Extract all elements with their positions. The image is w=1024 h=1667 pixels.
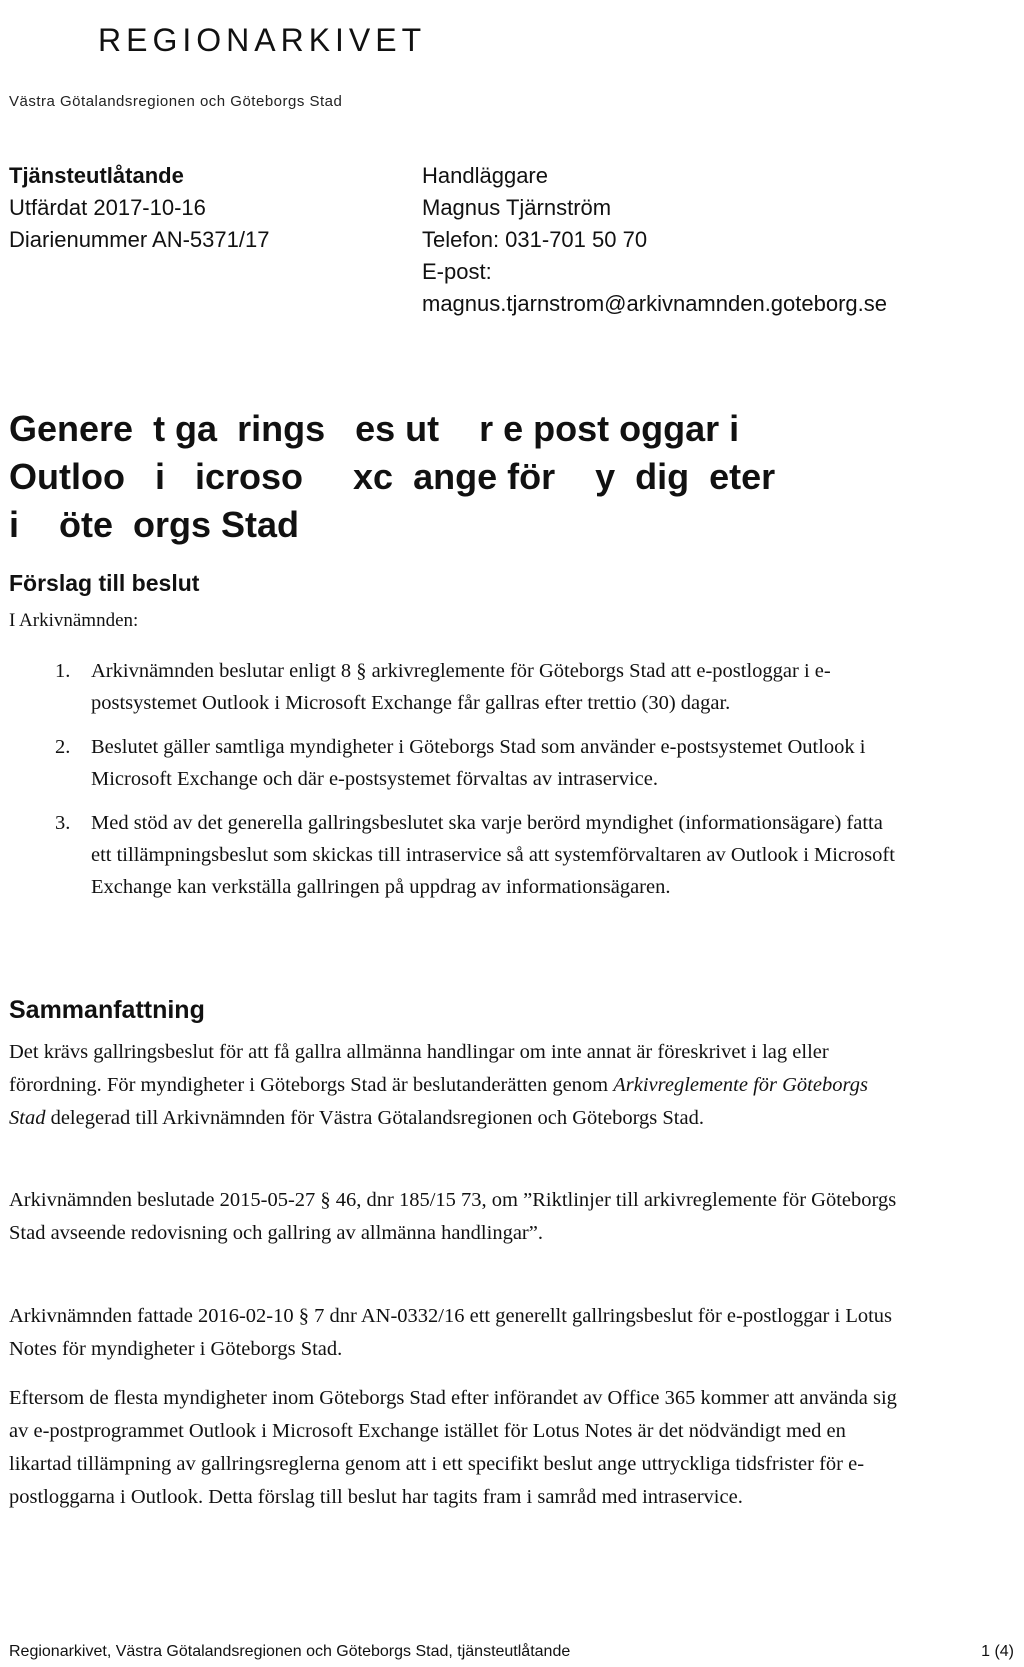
proposal-intro: I Arkivnämnden:: [9, 610, 139, 631]
summary-text: Det krävs gallringsbeslut för att få gallra allmänna handlingar om inte annat är föreskrivet i lag eller förordning. För myndigheter i Göteborgs Stad är beslutanderätten genom: [9, 1041, 829, 1096]
handler-email[interactable]: magnus.tjarnstrom@arkivnamnden.goteborg.se: [422, 291, 888, 316]
email-label: E-post:: [422, 259, 492, 284]
summary-text: delegerad till Arkivnämnden för Västra Götalandsregionen och Göteborgs Stad.: [45, 1107, 704, 1129]
handler-name: Magnus Tjärnström: [422, 195, 612, 220]
document-meta: [9, 160, 269, 256]
title-line: Outloo i icroso xc ange för y dig eter: [9, 456, 776, 497]
issued-date: Utfärdat 2017-10-16: [9, 195, 206, 220]
list-item: [55, 807, 905, 903]
logo: REGIONARKIVET: [98, 22, 427, 58]
list-text: Med stöd av det generella gallringsbeslutet ska varje berörd myndighet (informationsägare) fatta ett tillämpningsbeslut som skickas till intraservice så att systemförvaltaren av Outlook i Microsoft Exchange kan verkställa gallringen på uppdrag av informationsägaren.: [91, 812, 895, 898]
footer-text: Regionarkivet, Västra Götalandsregionen och Göteborgs Stad, tjänsteutlåtande: [9, 1643, 571, 1660]
list-text: Beslutet gäller samtliga myndigheter i Göteborgs Stad som använder e-postsystemet Outlook i Microsoft Exchange och där e-postsystemet förvaltas av intraservice.: [91, 736, 866, 790]
summary-paragraph: Arkivnämnden beslutade 2015-05-27 § 46, dnr 185/15 73, om ”Riktlinjer till arkivreglemente för Göteborgs Stad avseende redovisning och gallring av allmänna handlingar”.: [9, 1189, 897, 1244]
page-number: 1 (4): [981, 1643, 1014, 1660]
list-item: [55, 731, 905, 795]
list-item: [55, 655, 905, 719]
title-line: i öte orgs Stad: [9, 504, 300, 545]
summary-paragraph: Arkivnämnden fattade 2016-02-10 § 7 dnr AN-0332/16 ett generellt gallringsbeslut för e-postloggar i Lotus Notes för myndigheter i Göteborgs Stad.: [9, 1305, 893, 1360]
handler-phone: Telefon: 031-701 50 70: [422, 227, 648, 252]
list-number: 1.: [55, 660, 71, 682]
diary-number: Diarienummer AN-5371/17: [9, 227, 270, 252]
handler-label: Handläggare: [422, 163, 548, 188]
list-number: 3.: [55, 812, 71, 834]
organization-name: Västra Götalandsregionen och Göteborgs Stad: [9, 93, 343, 110]
summary-paragraph: Eftersom de flesta myndigheter inom Göteborgs Stad efter införandet av Office 365 kommer att använda sig av e-postprogrammet Outlook i Microsoft Exchange istället för Lotus Notes är det nödvändigt med en likartad tillämpning av gallringsreglerna genom att i ett specifikt beslut ange uttryckliga tidsfrister för e-postloggarna i Outlook. Detta förslag till beslut har tagits fram i samråd med intraservice.: [9, 1387, 897, 1508]
document-title: [9, 405, 1009, 549]
document-type: Tjänsteutlåtande: [9, 163, 184, 188]
proposal-list: [55, 655, 905, 915]
summary-paragraph: [9, 1036, 909, 1135]
page-footer: [9, 1643, 1014, 1661]
list-text: Arkivnämnden beslutar enligt 8 § arkivreglemente för Göteborgs Stad att e-postloggar i e-postsystemet Outlook i Microsoft Exchange får gallras efter trettio (30) dagar.: [91, 660, 831, 714]
summary-heading: Sammanfattning: [9, 996, 205, 1024]
summary-italic-reference: Arkivreglemente för Göteborgs Stad: [9, 1074, 868, 1129]
handler-info: [422, 160, 887, 320]
title-line: Genere t ga rings es ut r e post oggar i: [9, 408, 740, 449]
proposal-heading: Förslag till beslut: [9, 570, 200, 596]
list-number: 2.: [55, 736, 71, 758]
